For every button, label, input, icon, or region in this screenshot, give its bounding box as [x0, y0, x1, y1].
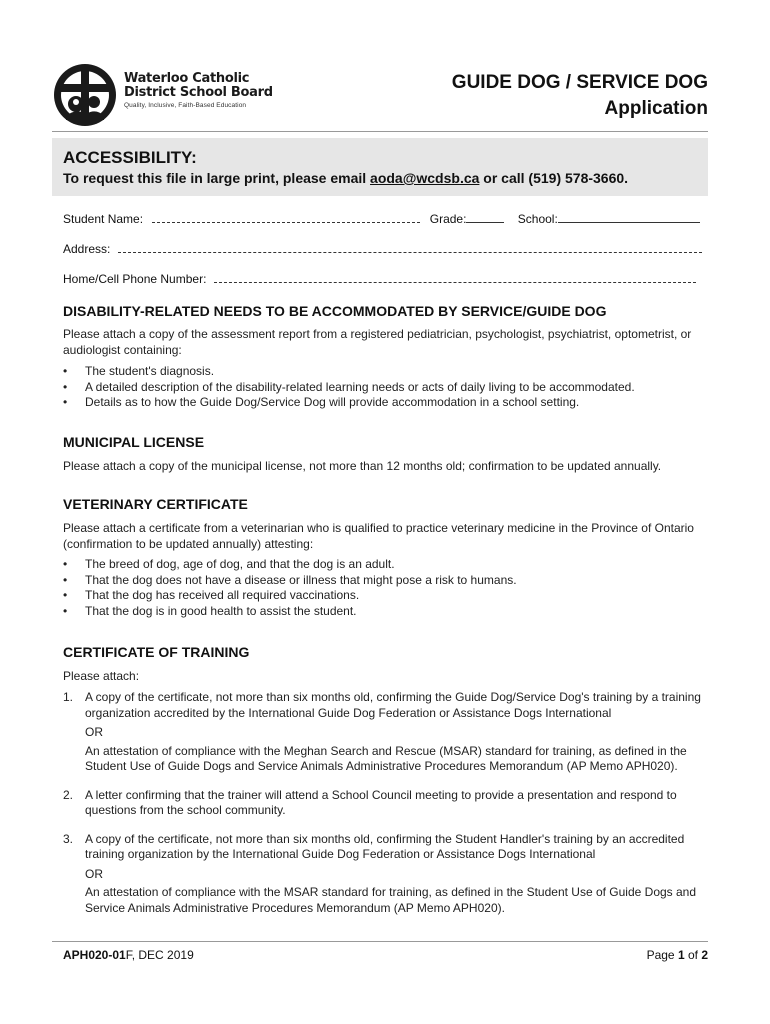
logo-line2: District School Board [124, 85, 273, 100]
logo-wordmark [124, 72, 273, 109]
phone-field[interactable] [214, 272, 696, 283]
municipal-section [63, 434, 703, 474]
page-label: Page [646, 948, 678, 962]
form-code-date: F, DEC 2019 [125, 948, 194, 962]
list-item: • Details as to how the Guide Dog/Service Dog will provide accommodation in a school setting. [63, 395, 703, 411]
page-indicator [647, 948, 708, 962]
school-label: School: [517, 212, 558, 226]
training-heading: CERTIFICATE OF TRAINING [63, 644, 250, 660]
school-field[interactable] [558, 212, 700, 223]
item-text: A copy of the certificate, not more than six months old, confirming the Guide Dog/Service Dog's training by a training organization accredited by the International Guide Dog Federation or Assistance Dogs International [85, 690, 701, 720]
or-separator: OR [85, 866, 103, 881]
item-number: 1. [63, 690, 74, 704]
address-field[interactable] [118, 242, 702, 253]
list-item: • The student's diagnosis. [63, 364, 703, 380]
list-item: • The breed of dog, age of dog, and that the dog is an adult. [63, 557, 703, 573]
list-item: • A detailed description of the disability-related learning needs or acts of daily living to be accommodated. [63, 380, 703, 396]
phone-row [63, 272, 696, 286]
disability-section [63, 303, 703, 411]
accessibility-banner [52, 138, 708, 196]
item-alternative: An attestation of compliance with the MSAR standard for training, as defined in the Student Use of Guide Dogs and Service Animals Administrative Procedures Memorandum (AP Memo APH020). [85, 885, 697, 915]
veterinary-section [63, 496, 703, 619]
accessibility-email-link[interactable]: aoda@wcdsb.ca [370, 170, 480, 186]
municipal-heading: MUNICIPAL LICENSE [63, 434, 205, 450]
item-number: 3. [63, 831, 74, 846]
grade-field[interactable] [466, 212, 504, 223]
accessibility-text [63, 168, 708, 188]
list-item: • That the dog has received all required vaccinations. [63, 588, 703, 604]
form-code [63, 948, 194, 962]
page-number: 1 [677, 948, 685, 962]
student-name-field[interactable] [152, 212, 420, 223]
address-label: Address: [63, 242, 111, 256]
disability-intro: Please attach a copy of the assessment report from a registered pediatrician, psychologist, psychiatrist, optometrist, or audiologist containing: [63, 327, 692, 357]
item-alternative: An attestation of compliance with the Meghan Search and Rescue (MSAR) standard for training, as defined in the Student Use of Guide Dogs and Service Animals Administrative Procedures Memorandum (AP Memo APH020). [85, 743, 687, 773]
accessibility-text-after: or call (519) 578-3660. [479, 170, 629, 186]
phone-label: Home/Cell Phone Number: [63, 272, 207, 286]
document-header [52, 58, 708, 130]
page-of: of [684, 948, 702, 962]
disability-heading: DISABILITY-RELATED NEEDS TO BE ACCOMMODATED BY SERVICE/GUIDE DOG [63, 303, 607, 319]
accessibility-heading: ACCESSIBILITY: [63, 148, 197, 167]
document-title [452, 70, 708, 122]
logo-line1: Waterloo Catholic [124, 71, 250, 86]
municipal-text: Please attach a copy of the municipal license, not more than 12 months old; confirmation to be updated annually. [63, 459, 662, 473]
page-total: 2 [701, 948, 708, 962]
veterinary-list [63, 557, 703, 619]
form-code-id: APH020-01 [63, 948, 126, 962]
list-item: • That the dog does not have a disease or illness that might pose a risk to humans. [63, 573, 703, 589]
item-number: 2. [63, 787, 74, 802]
training-intro: Please attach: [63, 669, 140, 683]
training-section [63, 644, 703, 916]
title-line1: GUIDE DOG / SERVICE DOG [451, 72, 708, 93]
disability-list [63, 364, 703, 411]
footer-divider [52, 941, 708, 942]
accessibility-text-before: To request this file in large print, please email [63, 170, 371, 186]
logo-tagline: Quality, Inclusive, Faith-Based Education [124, 102, 247, 109]
or-separator: OR [85, 725, 103, 739]
item-text: A letter confirming that the trainer will attend a School Council meeting to provide a presentation and respond to questions from the school community. [85, 787, 677, 817]
wcdsb-logo-icon [52, 62, 118, 128]
grade-label: Grade: [429, 212, 467, 226]
list-item: • That the dog is in good health to assist the student. [63, 604, 703, 620]
header-divider [52, 131, 708, 132]
address-row [63, 242, 702, 256]
title-line2: Application [604, 98, 708, 119]
training-item-2 [63, 788, 703, 819]
veterinary-heading: VETERINARY CERTIFICATE [63, 496, 248, 512]
veterinary-intro: Please attach a certificate from a veterinarian who is qualified to practice veterinary medicine in the Province of Ontario (confirmation to be updated annually) attesting: [63, 521, 694, 551]
student-info-row [63, 212, 700, 226]
item-text: A copy of the certificate, not more than six months old, confirming the Student Handler's training by an accredited training organization by the International Guide Dog Federation or Assistance Dogs International [85, 831, 685, 861]
training-item-1 [63, 690, 703, 721]
student-name-label: Student Name: [63, 212, 144, 226]
training-item-3 [63, 832, 703, 863]
